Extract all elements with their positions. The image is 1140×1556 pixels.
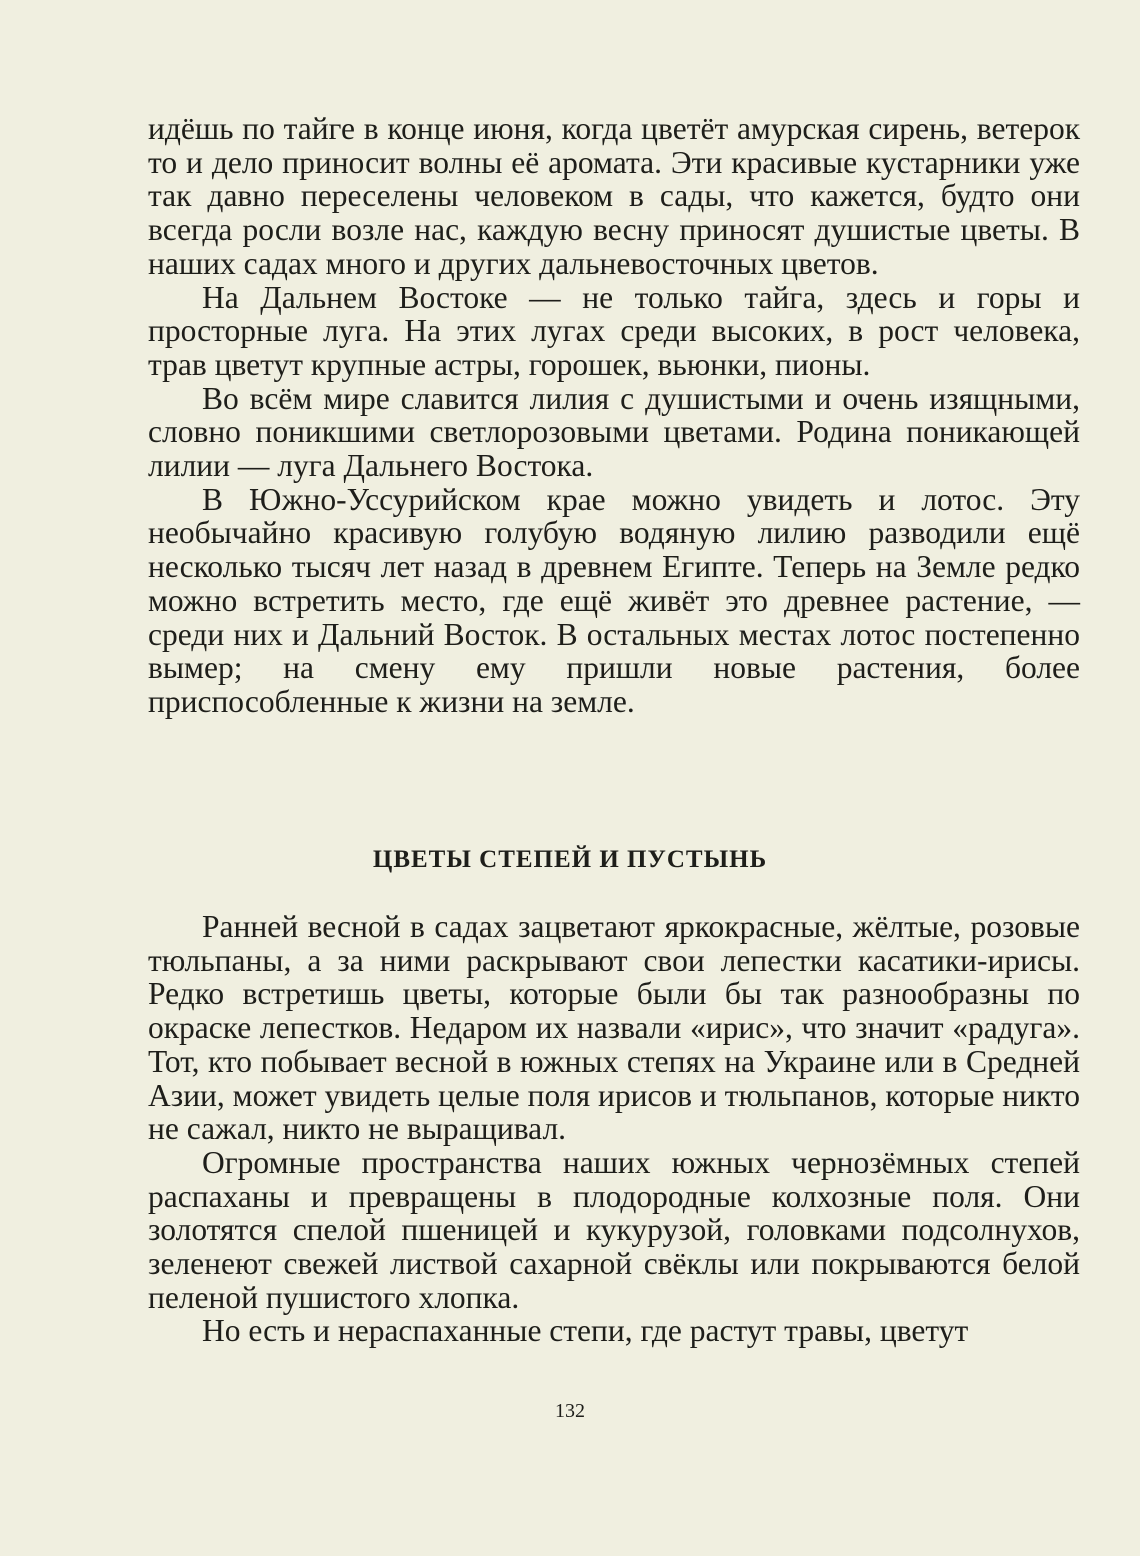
paragraph: В Южно-Уссурийском крае можно увидеть и лотос. Эту необычайно красивую голубую водяную лилию разводили ещё несколько тысяч лет назад в древнем Египте. Теперь на Земле редко можно встретить место, где ещё живёт это древнее растение, — среди них и Дальний Восток. В остальных местах лотос постепенно вымер; на смену ему пришли новые растения, более приспособленные к жизни на земле. <box>148 481 1080 719</box>
paragraph: На Дальнем Востоке — не только тайга, здесь и горы и просторные луга. На этих лугах среди высоких, в рост человека, трав цветут крупные астры, горошек, вьюнки, пионы. <box>148 279 1080 382</box>
paragraph: Во всём мире славится лилия с душистыми и очень изящными, словно поникшими светлорозовыми цветами. Родина поникающей лилии — луга Дальнего Востока. <box>148 380 1080 484</box>
body-text-top <box>148 112 1080 719</box>
paragraph: Огромные пространства наших южных чернозёмных степей распаханы и превращены в плодородные колхозные поля. Они золотятся спелой пшеницей и кукурузой, головками подсолнухов, зеленеют свежей листвой сахарной свёклы или покрываются белой пеленой пушистого хлопка. <box>148 1144 1080 1315</box>
page-number: 132 <box>555 1400 585 1422</box>
paragraph: Ранней весной в садах зацветают яркокрасные, жёлтые, розовые тюльпаны, а за ними раскрывают свои лепестки касатики-ирисы. Редко встретишь цветы, которые были бы так разнообразны по окраске лепестков. Недаром их назвали «ирис», что значит «радуга». Тот, кто побывает весной в южных степях на Украине или в Средней Азии, может увидеть целые поля ирисов и тюльпанов, которые никто не сажал, никто не выращивал. <box>148 909 1080 1147</box>
section-title: ЦВЕТЫ СТЕПЕЙ И ПУСТЫНЬ <box>372 846 768 873</box>
paragraph: Но есть и нераспаханные степи, где растут травы, цветут <box>202 1313 969 1349</box>
paragraph: идёшь по тайге в конце июня, когда цветёт амурская сирень, ветерок то и дело приносит волны её аромата. Эти красивые кустарники уже так давно переселены человеком в сады, что кажется, будто они всегда росли возле нас, каждую весну приносят душистые цветы. В наших садах много и других дальневосточных цветов. <box>148 111 1080 281</box>
body-text-bottom <box>148 910 1080 1348</box>
